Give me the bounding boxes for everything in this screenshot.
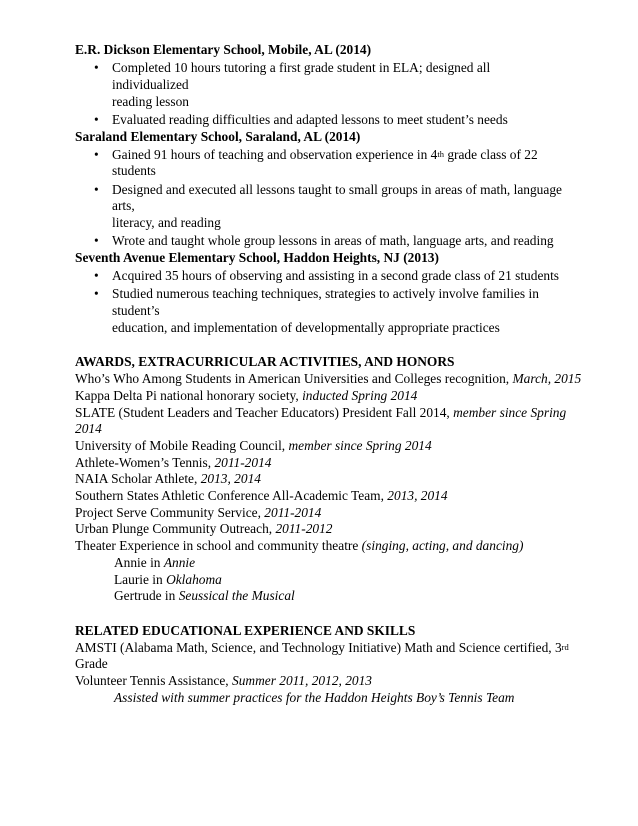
award-item: Who’s Who Among Students in American Universities and Colleges recognition, March, 2015 (75, 371, 582, 387)
theater-role: Annie in Annie (114, 554, 196, 570)
award-item: Urban Plunge Community Outreach, 2011-2012 (75, 521, 333, 537)
section-spacer (75, 605, 565, 623)
dickson-bullets (75, 60, 565, 128)
seventh-avenue-bullets (75, 268, 565, 336)
school-heading-saraland: Saraland Elementary School, Saraland, AL (2014) (75, 128, 361, 144)
theater-role: Gertrude in Seussical the Musical (114, 588, 295, 604)
bullet-item: • Wrote and taught whole group lessons in areas of math, language arts, and reading (75, 233, 565, 250)
award-item: Theater Experience in school and community theatre (singing, acting, and dancing) (75, 538, 524, 554)
bullet-item: • Evaluated reading difficulties and adapted lessons to meet student’s needs (75, 112, 565, 129)
award-item: University of Mobile Reading Council, member since Spring 2014 (75, 437, 432, 453)
school-heading-seventh-avenue: Seventh Avenue Elementary School, Haddon Heights, NJ (2013) (75, 249, 439, 265)
award-item: Southern States Athletic Conference All-Academic Team, 2013, 2014 (75, 488, 448, 504)
school-heading-dickson: E.R. Dickson Elementary School, Mobile, AL (2014) (75, 42, 372, 57)
award-item: Kappa Delta Pi national honorary society, inducted Spring 2014 (75, 387, 418, 403)
award-item-continuation: 2014 (75, 421, 102, 437)
amsti-item-continuation: Grade (75, 656, 108, 672)
award-item: NAIA Scholar Athlete, 2013, 2014 (75, 471, 261, 487)
award-item: Project Serve Community Service, 2011-2014 (75, 504, 322, 520)
bullet-item: • Acquired 35 hours of observing and assisting in a second grade class of 21 students (75, 268, 565, 285)
saraland-bullets (75, 147, 565, 250)
related-heading: RELATED EDUCATIONAL EXPERIENCE AND SKILLS (75, 623, 416, 638)
bullet-item: • Gained 91 hours of teaching and observation experience in 4th grade class of 22 students (75, 147, 565, 180)
theater-role: Laurie in Oklahoma (114, 571, 222, 587)
tennis-item: Volunteer Tennis Assistance, Summer 2011, 2012, 2013 (75, 673, 372, 689)
bullet-item: • Completed 10 hours tutoring a first grade student in ELA; designed all individualized reading lesson (75, 60, 565, 110)
bullet-item: • Designed and executed all lessons taught to small groups in areas of math, language arts, literacy, and reading (75, 182, 565, 232)
section-spacer (75, 336, 565, 354)
bullet-item: • Studied numerous teaching techniques, strategies to actively involve families in student’s education, and implementation of developmentally appropriate practices (75, 286, 565, 336)
resume-page (75, 42, 582, 707)
awards-heading: AWARDS, EXTRACURRICULAR ACTIVITIES, AND HONORS (75, 354, 455, 370)
award-item: Athlete-Women’s Tennis, 2011-2014 (75, 454, 272, 470)
amsti-item: AMSTI (Alabama Math, Science, and Technology Initiative) Math and Science certified, 3rd (75, 639, 569, 655)
award-item: SLATE (Student Leaders and Teacher Educators) President Fall 2014, member since Spring (75, 404, 567, 420)
tennis-detail: Assisted with summer practices for the Haddon Heights Boy’s Tennis Team (114, 689, 515, 705)
